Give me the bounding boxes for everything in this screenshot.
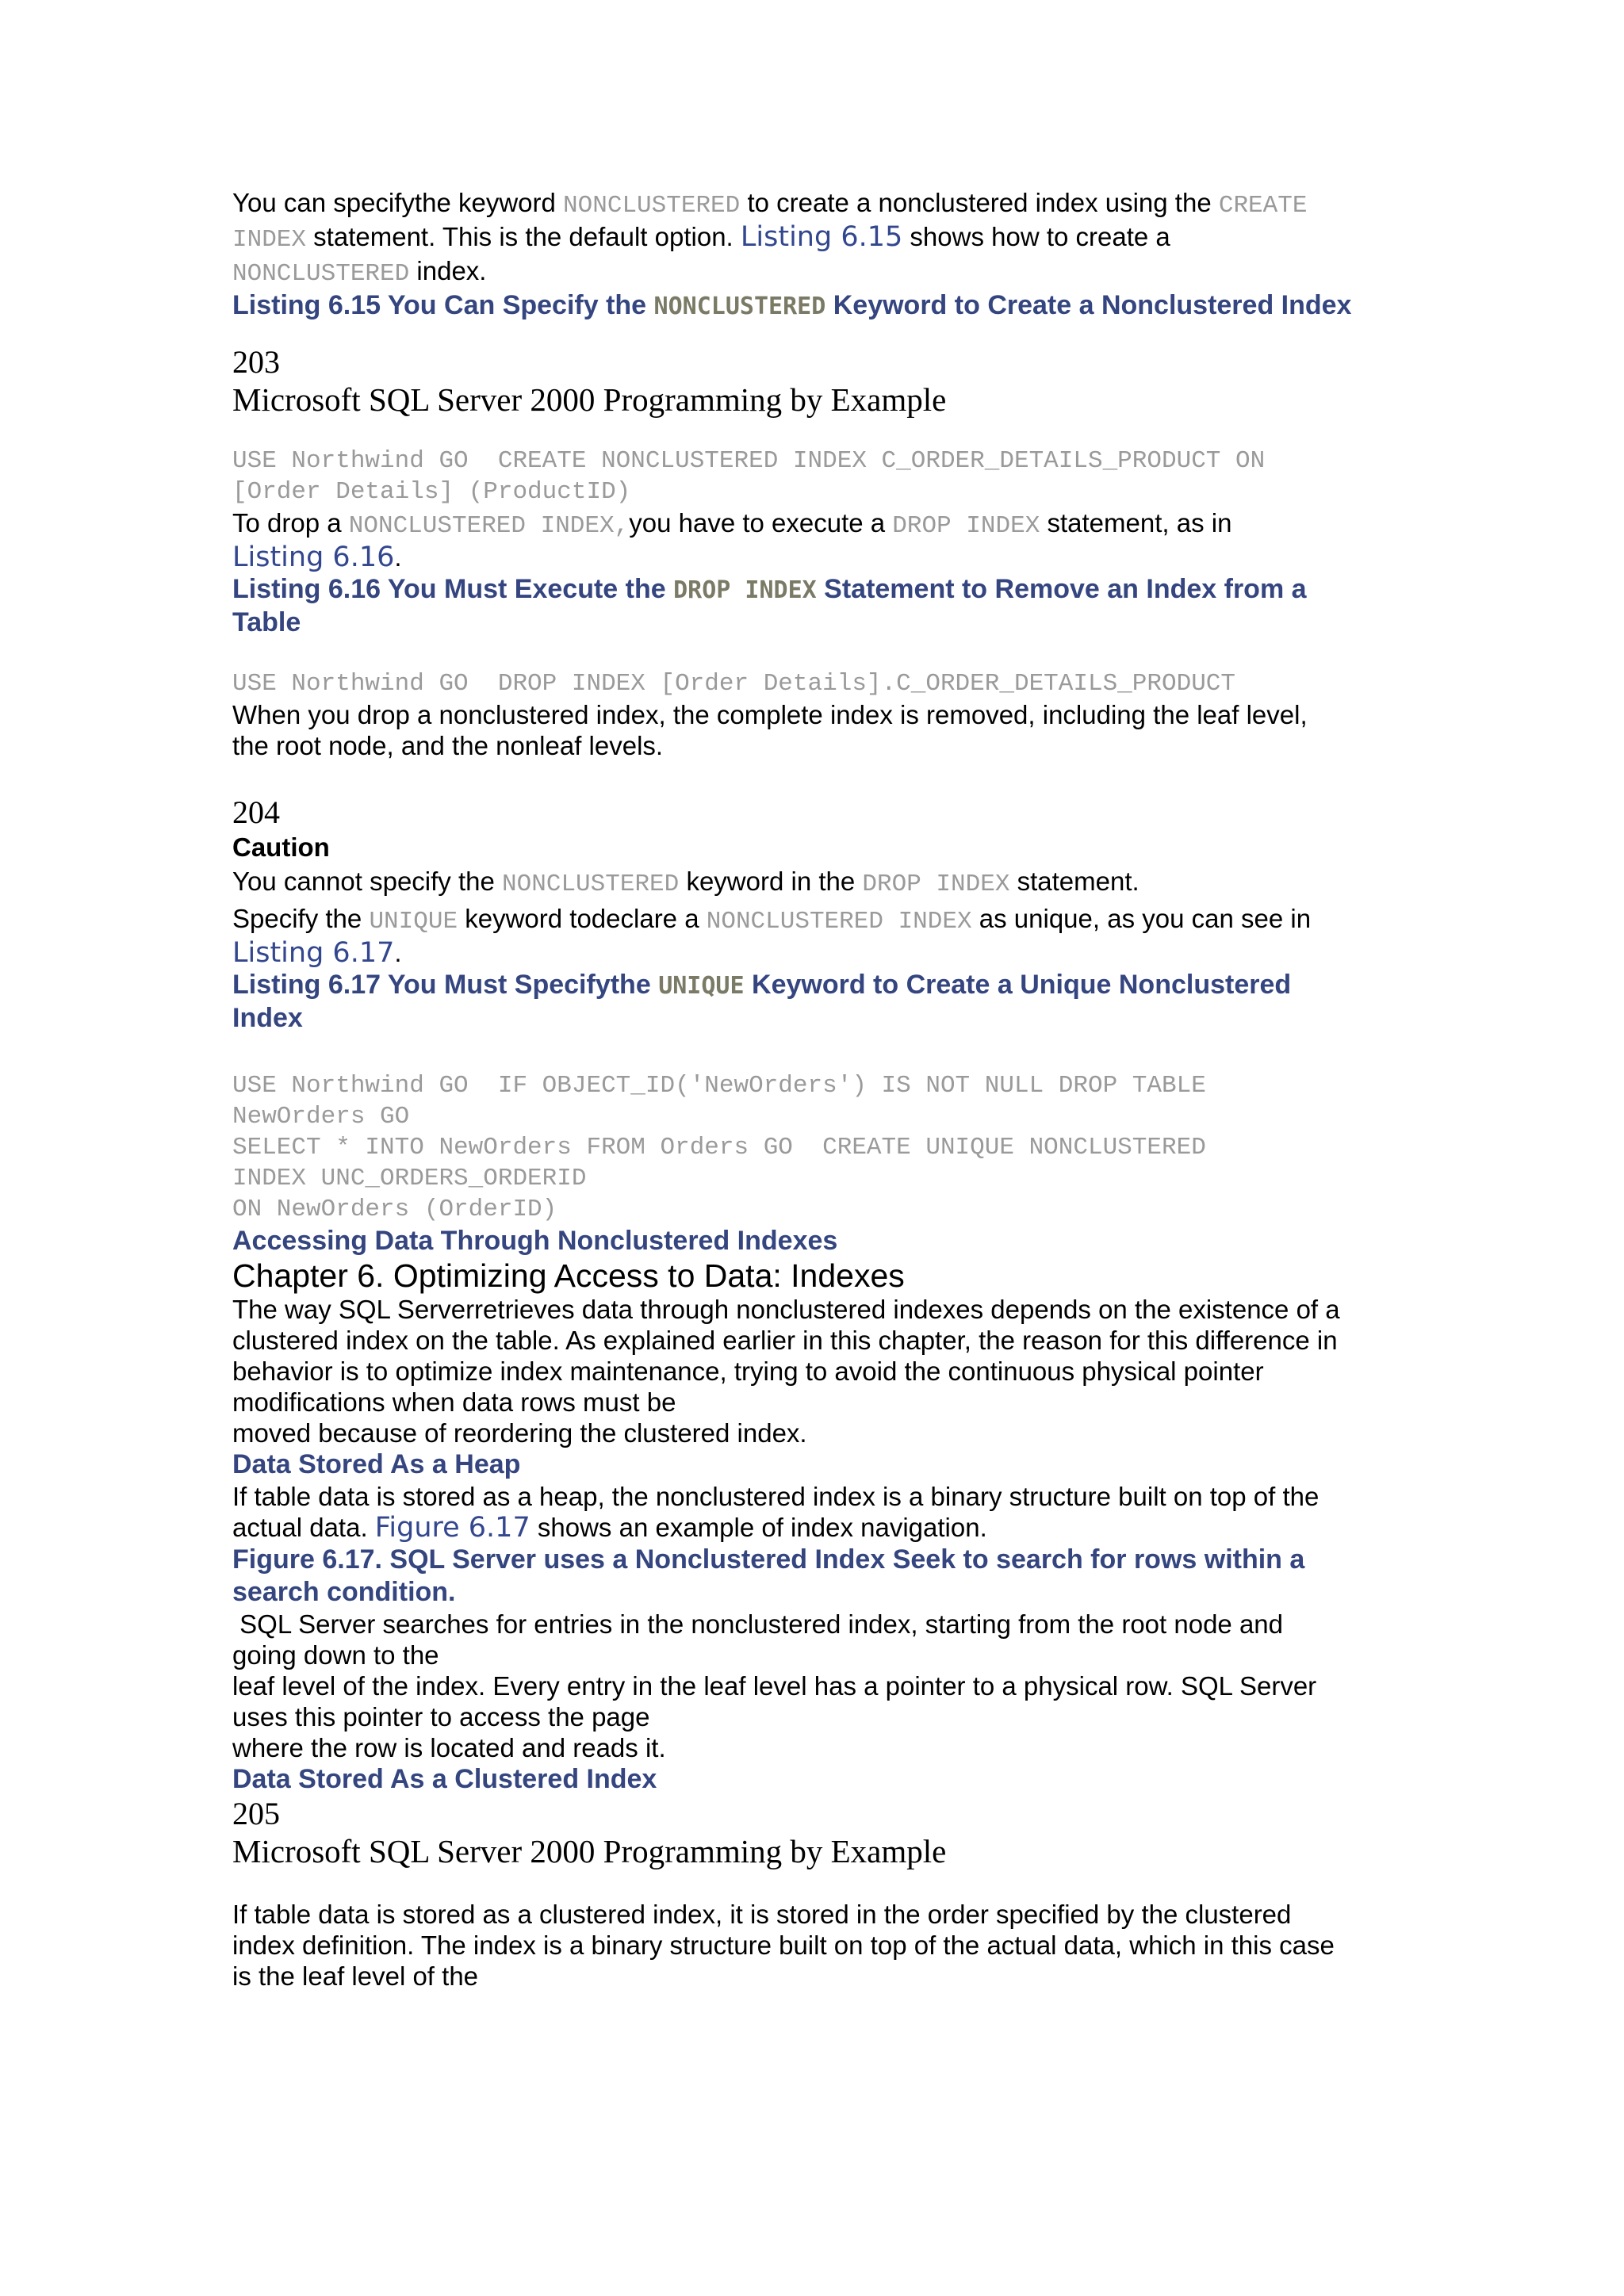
- paragraph-clustered-storage: If table data is stored as a clustered index, it is stored in the order specified by the clustered index definition. The index is a binary structure built on top of the actual data, which in this case is the leaf level of the: [232, 1900, 1335, 1991]
- text-run: You cannot specify the: [232, 867, 503, 896]
- text-run: shows how to create a: [902, 222, 1170, 251]
- paragraph-drop-result: When you drop a nonclustered index, the complete index is removed, including the leaf level, the root node, and the nonleaf levels.: [232, 700, 1308, 760]
- heading-text: Listing 6.16 You Must Execute the: [232, 574, 674, 604]
- inline-code: DROP INDEX: [862, 871, 1010, 898]
- heading-text: Listing 6.15 You Can Specify the: [232, 290, 654, 320]
- page-number-203: 203: [232, 344, 280, 380]
- caption-text: Figure 6.17. SQL Server uses a Nonclustered Index Seek to search for rows within a: [232, 1544, 1305, 1575]
- heading-text: Keyword to Create a Nonclustered Index: [825, 290, 1352, 320]
- text-run: keyword in the: [679, 867, 863, 896]
- paragraph-unique: [232, 903, 1402, 969]
- inline-code: NONCLUSTERED: [232, 260, 410, 288]
- listing-6-17-heading: [232, 969, 1402, 1035]
- listing-6-16-heading: [232, 573, 1402, 639]
- text-run: keyword todeclare a: [458, 904, 707, 933]
- text-run: index.: [409, 256, 487, 285]
- caution-label: Caution: [232, 832, 330, 862]
- figure-6-17-link[interactable]: Figure 6.17: [374, 1512, 530, 1544]
- section-heading-clustered: Data Stored As a Clustered Index: [232, 1764, 657, 1794]
- code-listing-6-16: USE Northwind GO DROP INDEX [Order Details].C_ORDER_DETAILS_PRODUCT: [232, 670, 1236, 698]
- section-heading-heap: Data Stored As a Heap: [232, 1449, 521, 1479]
- paragraph-drop-index: [232, 507, 1402, 573]
- text-run: statement.: [1009, 867, 1139, 896]
- heading-text: Listing 6.17 You Must Specifythe: [232, 970, 659, 1000]
- heading-code: NONCLUSTERED: [653, 293, 826, 320]
- paragraph-caution: [232, 866, 1402, 900]
- code-listing-6-17: USE Northwind GO IF OBJECT_ID('NewOrders') IS NOT NULL DROP TABLE NewOrders GO SELECT * INTO NewOrders FROM Orders GO CREATE UNIQUE NONCLUSTERED INDEX UNC_ORDERS_ORDERID ON NewOrders (OrderID): [232, 1072, 1206, 1223]
- text-run: shows an example of index navigation.: [530, 1513, 987, 1542]
- inline-code: NONCLUSTERED: [563, 192, 741, 220]
- paragraph-nonclustered-retrieval: The way SQL Serverretrieves data through nonclustered indexes depends on the existence of a clustered index on the table. As explained earlier in this chapter, the reason for this difference in behavior is to optimize index maintenance, trying to avoid the continuous physical pointer modifications when data rows must be moved because of reordering the clustered index.: [232, 1295, 1340, 1448]
- text-run: Specify the: [232, 904, 370, 933]
- page-number-204: 204: [232, 794, 280, 830]
- heading-text: Statement to Remove an Index from a: [816, 574, 1307, 604]
- listing-6-17-link[interactable]: Listing 6.17: [232, 937, 395, 969]
- code-listing-6-15: USE Northwind GO CREATE NONCLUSTERED INDEX C_ORDER_DETAILS_PRODUCT ON [Order Details] (ProductID): [232, 447, 1266, 506]
- page-number-205: 205: [232, 1796, 280, 1831]
- book-title-header: Microsoft SQL Server 2000 Programming by Example: [232, 381, 947, 418]
- inline-code: CREATE: [1218, 192, 1308, 220]
- text-run: statement. This is the default option.: [306, 222, 741, 251]
- section-heading-accessing-data: Accessing Data Through Nonclustered Indexes: [232, 1226, 838, 1256]
- page-content: [232, 187, 1402, 1992]
- text-run: To drop a: [232, 508, 349, 538]
- listing-6-15-link[interactable]: Listing 6.15: [740, 221, 903, 253]
- text-run: to create a nonclustered index using the: [740, 188, 1219, 217]
- inline-code: NONCLUSTERED INDEX,: [348, 512, 630, 540]
- inline-code: NONCLUSTERED INDEX: [706, 908, 972, 936]
- inline-code: NONCLUSTERED: [502, 871, 680, 898]
- text-run: you have to execute a: [629, 508, 893, 538]
- caption-text: search condition.: [232, 1577, 456, 1607]
- heading-code: UNIQUE: [658, 972, 745, 1000]
- text-run: statement, as in: [1040, 508, 1232, 538]
- inline-code: DROP INDEX: [892, 512, 1040, 540]
- heading-code: DROP INDEX: [673, 576, 817, 604]
- paragraph-index-seek: SQL Server searches for entries in the nonclustered index, starting from the root node and going down to the leaf level of the index. Every entry in the leaf level has a pointer to a physical row. SQL Server uses this pointer to access the page where the row is located and reads it.: [232, 1609, 1317, 1762]
- chapter-title: Chapter 6. Optimizing Access to Data: Indexes: [232, 1257, 905, 1294]
- book-title-header: Microsoft SQL Server 2000 Programming by Example: [232, 1833, 947, 1869]
- text-run: .: [394, 938, 402, 967]
- inline-code: INDEX: [232, 226, 307, 254]
- listing-6-15-heading: [232, 289, 1402, 323]
- paragraph-heap: [232, 1481, 1402, 1544]
- paragraph-nonclustered-keyword: [232, 187, 1402, 289]
- text-run: If table data is stored as a heap, the nonclustered index is a binary structure built on top of the actual data.: [232, 1482, 1320, 1542]
- inline-code: UNIQUE: [369, 908, 458, 936]
- text-run: You can specifythe keyword: [232, 188, 564, 217]
- text-run: as unique, as you can see in: [971, 904, 1312, 933]
- listing-6-16-link[interactable]: Listing 6.16: [232, 541, 395, 573]
- heading-text: Table: [232, 607, 301, 637]
- text-run: .: [394, 542, 402, 572]
- figure-6-17-caption: [232, 1544, 1402, 1609]
- heading-text: Index: [232, 1003, 303, 1033]
- heading-text: Keyword to Create a Unique Nonclustered: [744, 970, 1292, 1000]
